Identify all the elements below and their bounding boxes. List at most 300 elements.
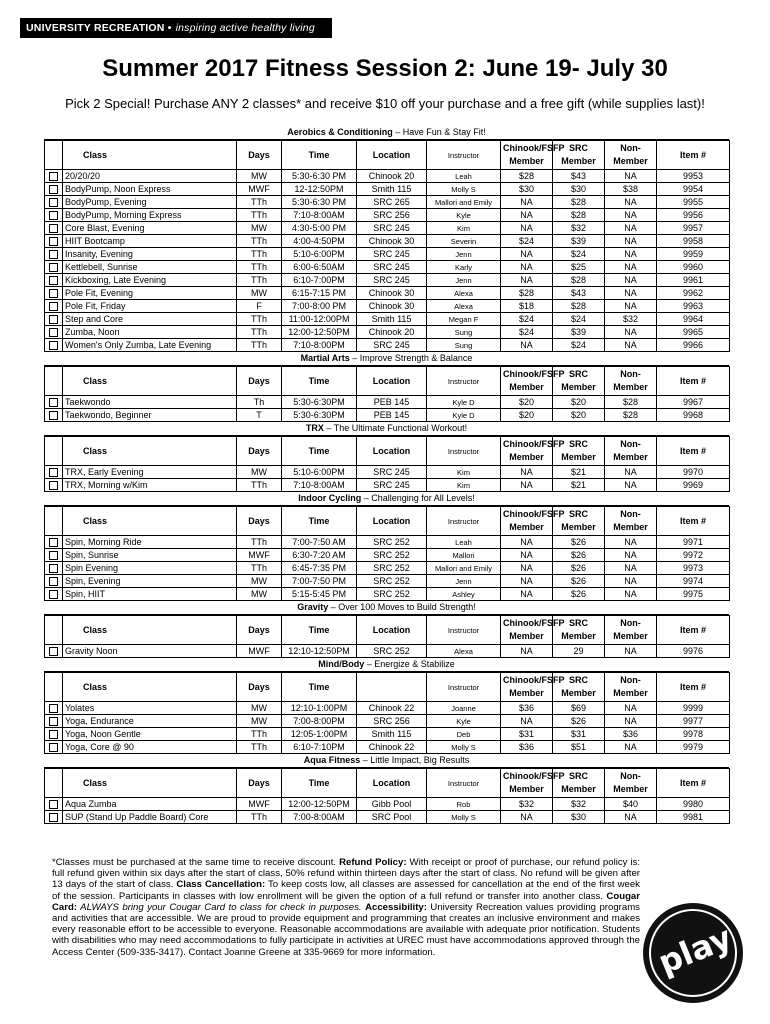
src-price: $21	[553, 479, 605, 492]
nonmember-price: NA	[605, 575, 657, 588]
days: MW	[237, 575, 282, 588]
section-name: Aerobics & Conditioning	[287, 127, 393, 137]
item-number: 9981	[657, 811, 730, 824]
chinook-price: NA	[501, 261, 553, 274]
item-number: 9959	[657, 248, 730, 261]
src-price: $39	[553, 326, 605, 339]
class-name: BodyPump, Morning Express	[63, 209, 237, 222]
chinook-price: $32	[501, 798, 553, 811]
time: 6:30-7:20 AM	[282, 549, 357, 562]
class-row	[45, 811, 730, 824]
header-nonmember-price-line1: Non-	[620, 675, 641, 685]
class-name: Yolates	[63, 702, 237, 715]
chinook-price: $28	[501, 287, 553, 300]
header-item-number: Item #	[657, 616, 730, 645]
chinook-price: $18	[501, 300, 553, 313]
instructor: Alexa	[427, 645, 501, 658]
header-row	[45, 141, 730, 170]
days: TTh	[237, 235, 282, 248]
header-time: Time	[282, 367, 357, 396]
select-checkbox[interactable]	[49, 237, 58, 246]
instructor: Alexa	[427, 287, 501, 300]
item-number: 9960	[657, 261, 730, 274]
class-name: SUP (Stand Up Paddle Board) Core	[63, 811, 237, 824]
select-checkbox[interactable]	[49, 717, 58, 726]
nonmember-price: NA	[605, 588, 657, 601]
days: F	[237, 300, 282, 313]
header-class: Class	[63, 673, 237, 702]
instructor: Severin	[427, 235, 501, 248]
select-checkbox[interactable]	[49, 224, 58, 233]
instructor: Kyle	[427, 209, 501, 222]
header-class: Class	[63, 367, 237, 396]
chinook-price: NA	[501, 248, 553, 261]
header-class: Class	[63, 507, 237, 536]
class-name: 20/20/20	[63, 170, 237, 183]
location: PEB 145	[357, 409, 427, 422]
time: 12-12:50PM	[282, 183, 357, 196]
select-checkbox[interactable]	[49, 411, 58, 420]
header-chinook-price-line2: Member	[509, 452, 544, 462]
select-checkbox[interactable]	[49, 577, 58, 586]
chinook-price: NA	[501, 196, 553, 209]
item-number: 9963	[657, 300, 730, 313]
header-chinook-price-line2: Member	[509, 156, 544, 166]
section-tagline: – The Ultimate Functional Workout!	[323, 423, 468, 433]
header-instructor: Instructor	[427, 769, 501, 798]
class-schedule	[44, 126, 729, 824]
section-title	[44, 352, 729, 366]
days: MW	[237, 715, 282, 728]
select-checkbox[interactable]	[49, 730, 58, 739]
header-instructor: Instructor	[427, 673, 501, 702]
src-price: $28	[553, 274, 605, 287]
select-checkbox[interactable]	[49, 198, 58, 207]
chinook-price: $24	[501, 326, 553, 339]
header-instructor: Instructor	[427, 616, 501, 645]
instructor: Jenn	[427, 575, 501, 588]
src-price: $30	[553, 811, 605, 824]
class-row	[45, 261, 730, 274]
header-chinook-price-line1: Chinook/FSFP	[503, 675, 565, 685]
src-price: $26	[553, 562, 605, 575]
header-chinook-price-line1: Chinook/FSFP	[503, 771, 565, 781]
src-price: $39	[553, 235, 605, 248]
header-chinook-price	[501, 769, 565, 798]
header-src-price-line2: Member	[561, 631, 596, 641]
header-row	[45, 507, 730, 536]
chinook-price: $36	[501, 702, 553, 715]
header-nonmember-price	[605, 673, 657, 702]
days: TTh	[237, 274, 282, 287]
header-src-price-line1: SRC	[568, 439, 588, 449]
nonmember-price: NA	[605, 235, 657, 248]
header-days: Days	[237, 141, 282, 170]
days: T	[237, 409, 282, 422]
time: 12:00-12:50PM	[282, 326, 357, 339]
chinook-price: NA	[501, 222, 553, 235]
header-chinook-price-line1: Chinook/FSFP	[503, 618, 565, 628]
nonmember-price: NA	[605, 300, 657, 313]
select-cell	[45, 728, 63, 741]
select-checkbox[interactable]	[49, 538, 58, 547]
item-number: 9976	[657, 645, 730, 658]
play-logo	[643, 903, 743, 1003]
header-chinook-price-line2: Member	[509, 688, 544, 698]
select-checkbox[interactable]	[49, 590, 58, 599]
header-checkbox-cell	[45, 673, 63, 702]
header-time: Time	[282, 141, 357, 170]
header-location: Location	[357, 769, 427, 798]
select-cell	[45, 479, 63, 492]
src-price: $28	[553, 196, 605, 209]
days: MW	[237, 170, 282, 183]
class-name: Yoga, Core @ 90	[63, 741, 237, 754]
header-nonmember-price-line1: Non-	[620, 771, 641, 781]
time: 12:10-1:00PM	[282, 702, 357, 715]
class-row	[45, 409, 730, 422]
select-checkbox[interactable]	[49, 250, 58, 259]
nonmember-price: $28	[605, 409, 657, 422]
src-price: $32	[553, 222, 605, 235]
header-nonmember-price	[605, 437, 657, 466]
class-row	[45, 287, 730, 300]
time: 5:15-5:45 PM	[282, 588, 357, 601]
instructor: Kyle D	[427, 409, 501, 422]
item-number: 9977	[657, 715, 730, 728]
header-days: Days	[237, 769, 282, 798]
select-checkbox[interactable]	[49, 564, 58, 573]
header-src-price-line2: Member	[561, 382, 596, 392]
header-chinook-price	[501, 616, 565, 645]
class-name: Yoga, Noon Gentle	[63, 728, 237, 741]
location: Smith 115	[357, 183, 427, 196]
instructor: Mallori and Emily	[427, 196, 501, 209]
select-checkbox[interactable]	[49, 813, 58, 822]
select-checkbox[interactable]	[49, 341, 58, 350]
header-src-price-line2: Member	[561, 688, 596, 698]
accessibility-label: Accessibility:	[365, 901, 427, 913]
chinook-price: NA	[501, 562, 553, 575]
class-row	[45, 235, 730, 248]
location: SRC 245	[357, 248, 427, 261]
select-checkbox[interactable]	[49, 481, 58, 490]
section-table	[44, 615, 730, 658]
instructor: Kim	[427, 466, 501, 479]
src-price: $24	[553, 339, 605, 352]
header-item-number: Item #	[657, 769, 730, 798]
class-row	[45, 479, 730, 492]
location: SRC 252	[357, 536, 427, 549]
select-cell	[45, 261, 63, 274]
src-price: $26	[553, 575, 605, 588]
class-row	[45, 715, 730, 728]
class-name: Spin, HIIT	[63, 588, 237, 601]
instructor: Jenn	[427, 248, 501, 261]
time: 7:10-8:00AM	[282, 479, 357, 492]
instructor: Kyle	[427, 715, 501, 728]
item-number: 9999	[657, 702, 730, 715]
class-row	[45, 549, 730, 562]
days: TTh	[237, 209, 282, 222]
refund-policy-label: Refund Policy:	[339, 857, 407, 868]
header-item-number: Item #	[657, 673, 730, 702]
class-row	[45, 196, 730, 209]
header-chinook-price-line2: Member	[509, 522, 544, 532]
item-number: 9953	[657, 170, 730, 183]
chinook-price: $36	[501, 741, 553, 754]
header-src-price-line2: Member	[561, 522, 596, 532]
header-chinook-price	[501, 141, 565, 170]
item-number: 9955	[657, 196, 730, 209]
header-src-price-line1: SRC	[568, 675, 588, 685]
select-checkbox[interactable]	[49, 551, 58, 560]
location: Chinook 30	[357, 235, 427, 248]
select-checkbox[interactable]	[49, 185, 58, 194]
days: TTh	[237, 339, 282, 352]
class-row	[45, 222, 730, 235]
chinook-price: $20	[501, 396, 553, 409]
class-name: HIIT Bootcamp	[63, 235, 237, 248]
days: TTh	[237, 728, 282, 741]
days: TTh	[237, 313, 282, 326]
chinook-price: $24	[501, 235, 553, 248]
class-name: Yoga, Endurance	[63, 715, 237, 728]
class-row	[45, 702, 730, 715]
location: Chinook 30	[357, 287, 427, 300]
src-price: $21	[553, 466, 605, 479]
select-cell	[45, 588, 63, 601]
select-cell	[45, 562, 63, 575]
header-chinook-price-line2: Member	[509, 382, 544, 392]
location: SRC 245	[357, 222, 427, 235]
nonmember-price: NA	[605, 549, 657, 562]
select-checkbox[interactable]	[49, 743, 58, 752]
instructor: Molly S	[427, 811, 501, 824]
select-checkbox[interactable]	[49, 315, 58, 324]
header-src-price-line1: SRC	[568, 369, 588, 379]
header-src-price-line1: SRC	[568, 771, 588, 781]
chinook-price: NA	[501, 536, 553, 549]
banner-bullet: •	[167, 22, 172, 34]
time: 7:10-8:00AM	[282, 209, 357, 222]
select-checkbox[interactable]	[49, 647, 58, 656]
src-price: $28	[553, 209, 605, 222]
location: Chinook 22	[357, 741, 427, 754]
select-checkbox[interactable]	[49, 302, 58, 311]
header-location	[357, 673, 427, 702]
header-time: Time	[282, 616, 357, 645]
days: MWF	[237, 183, 282, 196]
time: 7:00-8:00 PM	[282, 300, 357, 313]
class-row	[45, 313, 730, 326]
section-tagline: – Have Fun & Stay Fit!	[392, 127, 486, 137]
header-checkbox-cell	[45, 367, 63, 396]
select-checkbox[interactable]	[49, 211, 58, 220]
days: TTh	[237, 248, 282, 261]
chinook-price: NA	[501, 715, 553, 728]
select-cell	[45, 396, 63, 409]
instructor: Kyle D	[427, 396, 501, 409]
src-price: $26	[553, 536, 605, 549]
location: PEB 145	[357, 396, 427, 409]
time: 5:30-6:30 PM	[282, 170, 357, 183]
header-row	[45, 367, 730, 396]
src-price: $25	[553, 261, 605, 274]
item-number: 9973	[657, 562, 730, 575]
section-name: Indoor Cycling	[298, 493, 362, 503]
select-checkbox[interactable]	[49, 172, 58, 181]
class-row	[45, 798, 730, 811]
header-days: Days	[237, 507, 282, 536]
header-item-number: Item #	[657, 437, 730, 466]
time: 12:05-1:00PM	[282, 728, 357, 741]
src-price: $26	[553, 588, 605, 601]
select-cell	[45, 248, 63, 261]
time: 5:30-6:30PM	[282, 396, 357, 409]
header-src-price-line1: SRC	[568, 618, 588, 628]
section-tagline: – Challenging for All Levels!	[361, 493, 475, 503]
class-row	[45, 274, 730, 287]
location: Gibb Pool	[357, 798, 427, 811]
page-subtitle: Pick 2 Special! Purchase ANY 2 classes* and receive $10 off your purchase and a free gift (while supplies last)!	[65, 96, 705, 111]
header-chinook-price-line1: Chinook/FSFP	[503, 143, 565, 153]
section-tagline: – Improve Strength & Balance	[349, 353, 473, 363]
header-nonmember-price-line1: Non-	[620, 439, 641, 449]
time: 4:30-5:00 PM	[282, 222, 357, 235]
class-name: Zumba, Noon	[63, 326, 237, 339]
location: SRC 265	[357, 196, 427, 209]
policy-footer	[52, 857, 640, 958]
src-price: $28	[553, 300, 605, 313]
class-name: Gravity Noon	[63, 645, 237, 658]
days: MW	[237, 702, 282, 715]
item-number: 9970	[657, 466, 730, 479]
item-number: 9966	[657, 339, 730, 352]
header-chinook-price-line1: Chinook/FSFP	[503, 439, 565, 449]
chinook-price: NA	[501, 588, 553, 601]
location: SRC 256	[357, 209, 427, 222]
select-cell	[45, 549, 63, 562]
section-table	[44, 366, 730, 422]
src-price: $43	[553, 287, 605, 300]
header-nonmember-price-line2: Member	[613, 688, 648, 698]
class-name: Spin Evening	[63, 562, 237, 575]
class-row	[45, 209, 730, 222]
section-name: Martial Arts	[300, 353, 350, 363]
item-number: 9964	[657, 313, 730, 326]
class-name: Spin, Morning Ride	[63, 536, 237, 549]
header-time: Time	[282, 507, 357, 536]
select-cell	[45, 170, 63, 183]
nonmember-price: NA	[605, 479, 657, 492]
days: TTh	[237, 811, 282, 824]
class-name: Kettlebell, Sunrise	[63, 261, 237, 274]
select-checkbox[interactable]	[49, 468, 58, 477]
days: MWF	[237, 798, 282, 811]
chinook-price: NA	[501, 274, 553, 287]
item-number: 9961	[657, 274, 730, 287]
select-checkbox[interactable]	[49, 276, 58, 285]
accessibility-text: University Recreation values providing programs and activities that are accessible. We are proud to provide equipment and programming that creates an inclusive environment and makes every reasonable effort to be accessible to everyone. Reasonable accommodations are available with adequate prior notification. Students with disabilities who may need accommodations to fully participate in activities at UREC must have accommodations approved through the Access Center (509-335-3417). Contact Joanne Greene at 335-9669 for more information.	[52, 901, 640, 958]
days: TTh	[237, 261, 282, 274]
play-logo-text: play	[652, 918, 738, 982]
header-location: Location	[357, 437, 427, 466]
header-location: Location	[357, 367, 427, 396]
header-days: Days	[237, 616, 282, 645]
select-checkbox[interactable]	[49, 263, 58, 272]
chinook-price: $20	[501, 409, 553, 422]
time: 6:00-6:50AM	[282, 261, 357, 274]
header-item-number: Item #	[657, 367, 730, 396]
src-price: $24	[553, 248, 605, 261]
header-checkbox-cell	[45, 616, 63, 645]
location: SRC 245	[357, 274, 427, 287]
header-class: Class	[63, 769, 237, 798]
nonmember-price: NA	[605, 741, 657, 754]
class-name: Women's Only Zumba, Late Evening	[63, 339, 237, 352]
header-days: Days	[237, 673, 282, 702]
instructor: Kim	[427, 479, 501, 492]
select-checkbox[interactable]	[49, 398, 58, 407]
class-row	[45, 339, 730, 352]
select-checkbox[interactable]	[49, 800, 58, 809]
header-instructor: Instructor	[427, 507, 501, 536]
location: SRC 252	[357, 645, 427, 658]
days: TTh	[237, 479, 282, 492]
location: Chinook 22	[357, 702, 427, 715]
time: 6:15-7:15 PM	[282, 287, 357, 300]
nonmember-price: $40	[605, 798, 657, 811]
header-nonmember-price-line2: Member	[613, 784, 648, 794]
header-nonmember-price-line2: Member	[613, 631, 648, 641]
time: 5:10-6:00PM	[282, 466, 357, 479]
select-cell	[45, 196, 63, 209]
instructor: Jenn	[427, 274, 501, 287]
header-location: Location	[357, 507, 427, 536]
class-row	[45, 588, 730, 601]
chinook-price: NA	[501, 549, 553, 562]
time: 7:10-8:00PM	[282, 339, 357, 352]
header-nonmember-price	[605, 141, 657, 170]
select-checkbox[interactable]	[49, 704, 58, 713]
instructor: Deb	[427, 728, 501, 741]
select-checkbox[interactable]	[49, 289, 58, 298]
class-name: Pole Fit, Evening	[63, 287, 237, 300]
days: TTh	[237, 536, 282, 549]
class-name: Spin, Evening	[63, 575, 237, 588]
location: SRC 256	[357, 715, 427, 728]
class-row	[45, 396, 730, 409]
select-checkbox[interactable]	[49, 328, 58, 337]
instructor: Mallori	[427, 549, 501, 562]
chinook-price: $24	[501, 313, 553, 326]
section-name: Mind/Body	[318, 659, 365, 669]
header-instructor: Instructor	[427, 141, 501, 170]
location: SRC Pool	[357, 811, 427, 824]
select-cell	[45, 300, 63, 313]
class-name: TRX, Morning w/Kim	[63, 479, 237, 492]
item-number: 9954	[657, 183, 730, 196]
class-row	[45, 466, 730, 479]
header-location: Location	[357, 141, 427, 170]
location: SRC 245	[357, 466, 427, 479]
select-cell	[45, 313, 63, 326]
src-price: $51	[553, 741, 605, 754]
select-cell	[45, 274, 63, 287]
location: Smith 115	[357, 728, 427, 741]
section-tagline: – Energize & Stabilize	[364, 659, 455, 669]
